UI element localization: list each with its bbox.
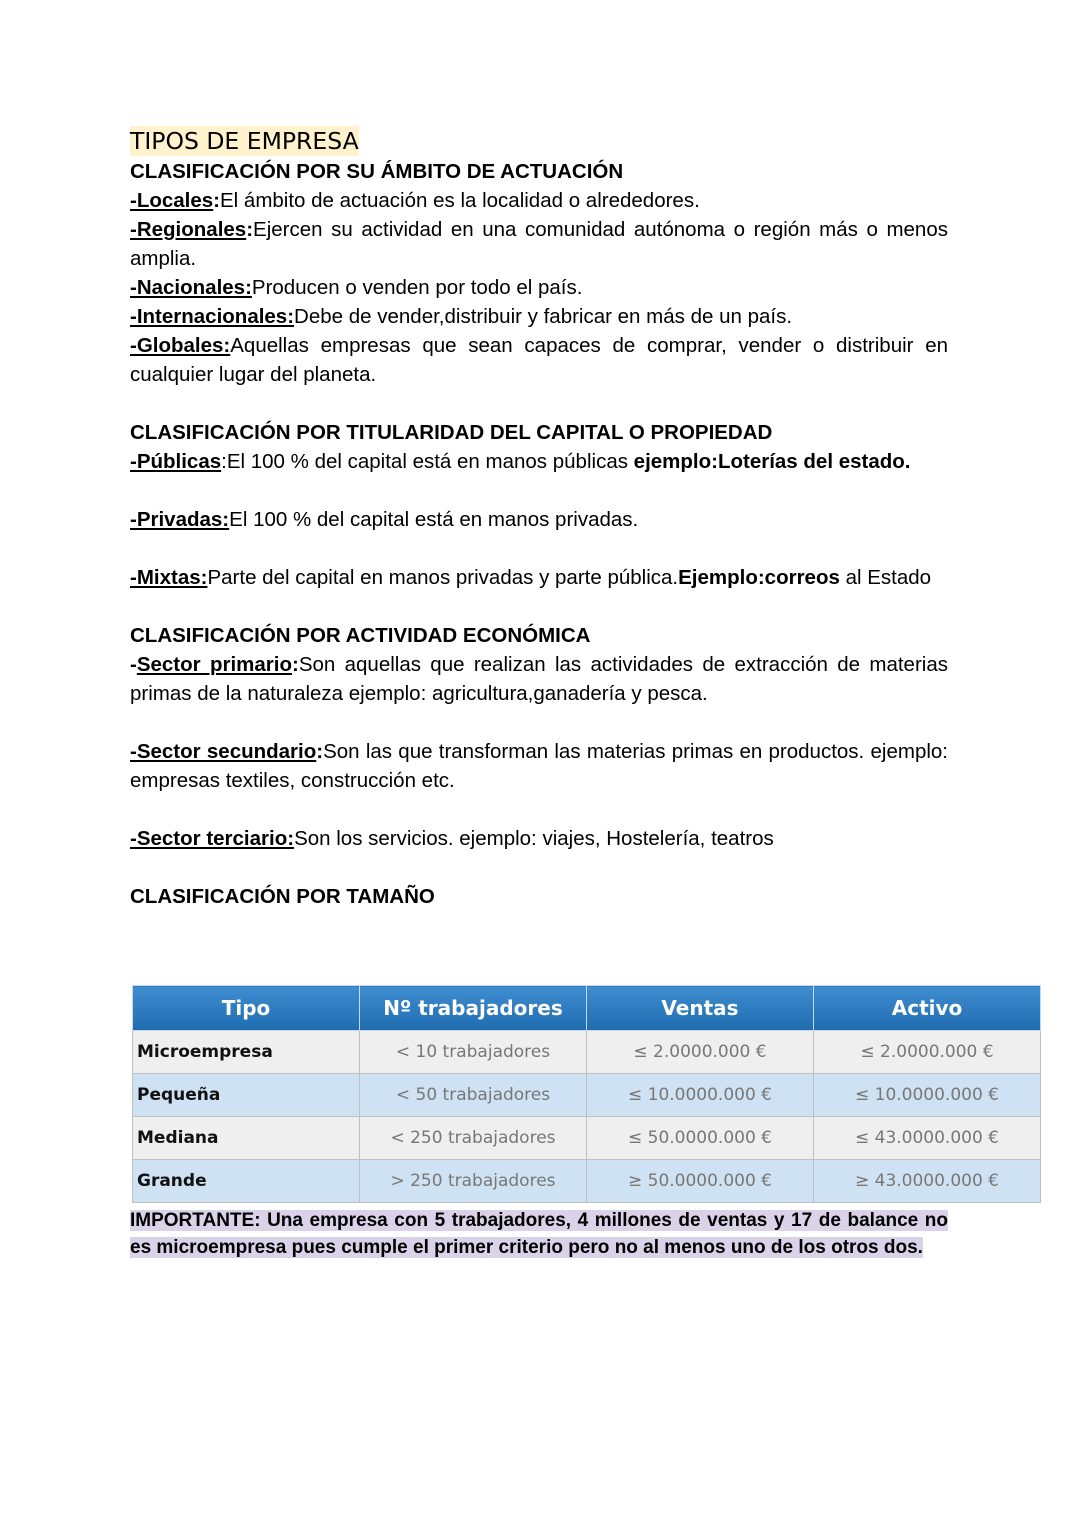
item-regionales: -Regionales:Ejercen su actividad en una comunidad autónoma o región más o menos amplia.: [130, 218, 948, 270]
size-table-wrapper: [132, 985, 1041, 1203]
table-cell: Pequeña: [133, 1074, 360, 1117]
table-cell: < 10 trabajadores: [360, 1031, 587, 1074]
col-header: Ventas: [587, 986, 814, 1031]
table-cell: < 250 trabajadores: [360, 1117, 587, 1160]
term-nacionales: -Nacionales:: [130, 276, 252, 299]
table-cell: ≤ 2.0000.000 €: [587, 1031, 814, 1074]
table-cell: ≥ 50.0000.000 €: [587, 1160, 814, 1203]
item-privadas: -Privadas:El 100 % del capital está en manos privadas.: [130, 508, 639, 531]
item-primario: -Sector primario:Son aquellas que realizan las actividades de extracción de materias primas de la naturaleza ejemplo: agricultura,ganadería y pesca.: [130, 653, 948, 705]
table-cell: ≤ 2.0000.000 €: [814, 1031, 1041, 1074]
table-cell: ≥ 43.0000.000 €: [814, 1160, 1041, 1203]
item-terciario: -Sector terciario:Son los servicios. ejemplo: viajes, Hostelería, teatros: [130, 827, 774, 850]
size-table: [132, 985, 1041, 1203]
heading-titularidad: CLASIFICACIÓN POR TITULARIDAD DEL CAPITAL O PROPIEDAD: [130, 421, 773, 444]
term-locales: -Locales: [130, 189, 214, 212]
important-text: IMPORTANTE: Una empresa con 5 trabajadores, 4 millones de ventas y 17 de balance no es microempresa pues cumple el primer criterio pero no al menos uno de los otros dos.: [130, 1210, 948, 1258]
item-secundario: -Sector secundario:Son las que transforman las materias primas en productos. ejemplo: empresas textiles, construcción etc.: [130, 740, 948, 792]
heading-ambito: CLASIFICACIÓN POR SU ÁMBITO DE ACTUACIÓN: [130, 160, 624, 183]
table-row: [133, 1031, 1041, 1074]
item-nacionales: -Nacionales:Producen o venden por todo el país.: [130, 276, 583, 299]
term-internacionales: -Internacionales:: [130, 305, 295, 328]
heading-actividad: CLASIFICACIÓN POR ACTIVIDAD ECONÓMICA: [130, 624, 591, 647]
table-row: [133, 1117, 1041, 1160]
term-publicas: -Públicas: [130, 450, 222, 473]
table-cell: ≤ 43.0000.000 €: [814, 1117, 1041, 1160]
term-globales: -Globales:: [130, 334, 231, 357]
document-body: [130, 126, 948, 911]
table-row: [133, 1160, 1041, 1203]
item-internacionales: -Internacionales:Debe de vender,distribuir y fabricar en más de un país.: [130, 305, 793, 328]
col-header: Activo: [814, 986, 1041, 1031]
table-row: [133, 1074, 1041, 1117]
term-privadas: -Privadas:: [130, 508, 230, 531]
table-header-row: [133, 986, 1041, 1031]
table-cell: Mediana: [133, 1117, 360, 1160]
table-cell: > 250 trabajadores: [360, 1160, 587, 1203]
table-cell: ≤ 10.0000.000 €: [814, 1074, 1041, 1117]
important-note: [130, 1208, 948, 1261]
col-header: Tipo: [133, 986, 360, 1031]
col-header: Nº trabajadores: [360, 986, 587, 1031]
page-title: TIPOS DE EMPRESA: [130, 127, 359, 155]
item-publicas: -Públicas:El 100 % del capital está en manos públicas ejemplo:Loterías del estado.: [130, 450, 911, 473]
table-cell: Grande: [133, 1160, 360, 1203]
item-globales: -Globales:Aquellas empresas que sean capaces de comprar, vender o distribuir en cualquier lugar del planeta.: [130, 334, 948, 386]
term-regionales: -Regionales: [130, 218, 247, 241]
term-terciario: -Sector terciario:: [130, 827, 295, 850]
item-locales: -Locales:El ámbito de actuación es la localidad o alrededores.: [130, 189, 700, 212]
table-cell: Microempresa: [133, 1031, 360, 1074]
table-cell: < 50 trabajadores: [360, 1074, 587, 1117]
item-mixtas: -Mixtas:Parte del capital en manos privadas y parte pública.Ejemplo:correos al Estado: [130, 566, 932, 589]
term-secundario: -Sector secundario: [130, 740, 317, 763]
term-mixtas: -Mixtas:: [130, 566, 208, 589]
heading-tamano: CLASIFICACIÓN POR TAMAÑO: [130, 885, 435, 908]
table-cell: ≤ 50.0000.000 €: [587, 1117, 814, 1160]
term-primario: Sector primario: [136, 653, 292, 676]
table-cell: ≤ 10.0000.000 €: [587, 1074, 814, 1117]
